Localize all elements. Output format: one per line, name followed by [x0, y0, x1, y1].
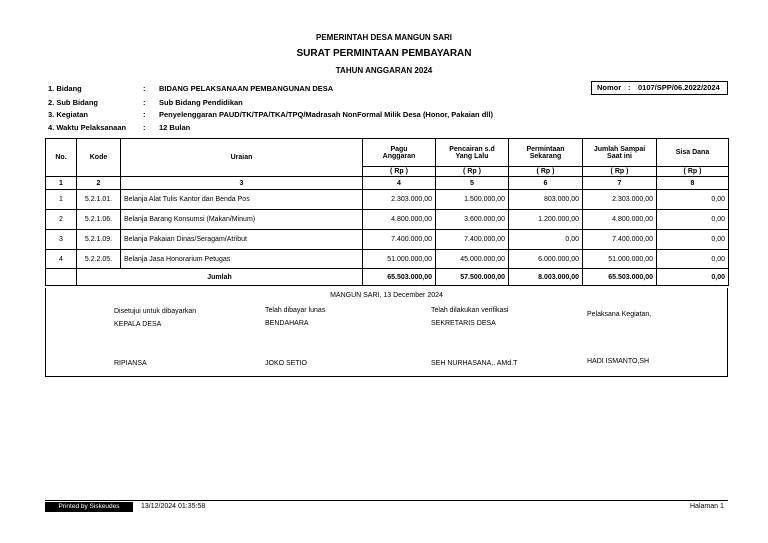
cell-pencairan: 7.400.000,00 [436, 230, 509, 250]
cell-sisa: 0,00 [657, 190, 729, 210]
cell-sisa: 0,00 [657, 250, 729, 269]
cell-pencairan: 45.000.000,00 [436, 250, 509, 269]
exec-name: HADI ISMANTO,SH [587, 358, 650, 365]
column-number: 7 [583, 177, 657, 190]
approve-caption: Disetujui untuk dibayarkan [114, 308, 197, 315]
cell-permintaan: 0,00 [509, 230, 583, 250]
cell-jumlah: 2.303.000,00 [583, 190, 657, 210]
column-number: 1 [46, 177, 77, 190]
col-header-sisa: Sisa Dana [657, 139, 729, 167]
cell-no: 2 [46, 210, 77, 230]
cell-no: 1 [46, 190, 77, 210]
cell-pagu: 2.303.000,00 [363, 190, 436, 210]
col-header-pagu-line2: Anggaran [382, 152, 416, 160]
column-number: 5 [436, 177, 509, 190]
info-label-bidang: 1. Bidang [48, 84, 82, 93]
nomor-separator: : [628, 83, 631, 92]
cell-kode: 5.2.1.06. [77, 210, 121, 230]
fiscal-year: TAHUN ANGGARAN 2024 [335, 66, 433, 75]
col-header-jumlah-line2: Saat ini [607, 152, 632, 160]
footer-divider [45, 500, 728, 501]
column-number: 4 [363, 177, 436, 190]
table-row [46, 190, 729, 210]
info-colon: : [143, 84, 146, 93]
cell-uraian: Belanja Pakaian Dinas/Seragam/Atribut [121, 230, 363, 250]
total-row [46, 269, 729, 286]
cell-sisa: 0,00 [657, 210, 729, 230]
info-colon: : [143, 110, 146, 119]
cell-permintaan: 1.200.000,00 [509, 210, 583, 230]
total-pagu: 65.503.000,00 [363, 269, 436, 286]
table-row [46, 210, 729, 230]
info-label-waktu: 4. Waktu Pelaksanaan [48, 123, 127, 132]
cell-jumlah: 51.000.000,00 [583, 250, 657, 269]
cell-permintaan: 803.000,00 [509, 190, 583, 210]
nomor-label: Nomor [597, 83, 622, 92]
cell-jumlah: 7.400.000,00 [583, 230, 657, 250]
printed-by-badge: Printed by Siskeudes [45, 502, 133, 512]
place-date: MANGUN SARI, 13 December 2024 [330, 292, 443, 299]
column-number: 3 [121, 177, 363, 190]
total-jumlah: 65.503.000,00 [583, 269, 657, 286]
document-title: SURAT PERMINTAAN PEMBAYARAN [296, 48, 472, 59]
table-row [46, 230, 729, 250]
column-number-row [46, 177, 729, 190]
cell-no: 3 [46, 230, 77, 250]
total-pencairan: 57.500.000,00 [436, 269, 509, 286]
table-header-row [46, 139, 729, 167]
approve-name: RIPIANSA [114, 360, 147, 367]
cell-kode: 5.2.2.05. [77, 250, 121, 269]
page-number: Halaman 1 [690, 503, 724, 510]
cell-pagu: 4.800.000,00 [363, 210, 436, 230]
col-header-no: No. [46, 139, 77, 177]
verif-name: SEH NURHASANA,. AMd.T [431, 360, 518, 367]
unit-label: ( Rp ) [583, 167, 657, 177]
exec-role: Pelaksana Kegiatan, [587, 311, 652, 318]
paid-name: JOKO SETIO [265, 360, 308, 367]
cell-pagu: 51.000.000,00 [363, 250, 436, 269]
cell-kode: 5.2.1.01. [77, 190, 121, 210]
info-value-waktu: 12 Bulan [159, 123, 191, 132]
unit-label: ( Rp ) [657, 167, 729, 177]
cell-no: 4 [46, 250, 77, 269]
signature-box [45, 288, 728, 377]
nomor-box [591, 81, 728, 95]
col-header-permintaan-line1: Permintaan [526, 145, 565, 153]
approve-role: KEPALA DESA [114, 321, 162, 328]
col-header-pencairan-line2: Yang Lalu [455, 152, 489, 160]
total-empty-cell [46, 269, 77, 286]
unit-label: ( Rp ) [509, 167, 583, 177]
col-header-pencairan-line1: Pencairan s.d [449, 145, 495, 153]
col-header-jumlah [583, 139, 657, 167]
col-header-pencairan [436, 139, 509, 167]
unit-label: ( Rp ) [436, 167, 509, 177]
cell-pencairan: 1.500.000,00 [436, 190, 509, 210]
cell-kode: 5.2.1.09. [77, 230, 121, 250]
paid-role: BENDAHARA [265, 320, 309, 327]
table-row [46, 250, 729, 269]
cell-jumlah: 4.800.000,00 [583, 210, 657, 230]
total-sisa: 0,00 [657, 269, 729, 286]
cell-uraian: Belanja Alat Tulis Kantor dan Benda Pos [121, 190, 363, 210]
info-value-bidang: BIDANG PELAKSANAAN PEMBANGUNAN DESA [159, 84, 334, 93]
cell-pencairan: 3.600.000,00 [436, 210, 509, 230]
col-header-pagu-line1: Pagu [390, 145, 408, 153]
col-header-kode: Kode [77, 139, 121, 177]
col-header-pagu [363, 139, 436, 167]
info-value-sub-bidang: Sub Bidang Pendidikan [159, 98, 243, 107]
verif-caption: Telah dilakukan verifikasi [431, 307, 509, 314]
payment-table [45, 138, 729, 286]
cell-permintaan: 6.000.000,00 [509, 250, 583, 269]
cell-uraian: Belanja Barang Konsumsi (Makan/Minum) [121, 210, 363, 230]
cell-uraian: Belanja Jasa Honorarium Petugas [121, 250, 363, 269]
unit-label: ( Rp ) [363, 167, 436, 177]
cell-sisa: 0,00 [657, 230, 729, 250]
col-header-uraian: Uraian [121, 139, 363, 177]
info-label-kegiatan: 3. Kegiatan [48, 110, 89, 119]
total-permintaan: 8.003.000,00 [509, 269, 583, 286]
column-number: 8 [657, 177, 729, 190]
nomor-value: 0107/SPP/06.2022/2024 [638, 83, 720, 92]
total-label: Jumlah [77, 269, 363, 286]
column-number: 6 [509, 177, 583, 190]
paid-caption: Telah dibayar lunas [265, 307, 326, 314]
info-value-kegiatan: Penyelenggaran PAUD/TK/TPA/TKA/TPQ/Madrasah NonFormal Milik Desa (Honor, Pakaian dll) [159, 110, 493, 119]
info-colon: : [143, 123, 146, 132]
verif-role: SEKRETARIS DESA [431, 320, 496, 327]
col-header-permintaan [509, 139, 583, 167]
info-colon: : [143, 98, 146, 107]
info-label-sub-bidang: 2. Sub Bidang [48, 98, 99, 107]
print-timestamp: 13/12/2024 01:35:58 [141, 503, 206, 510]
col-header-jumlah-line1: Jumlah Sampai [593, 145, 646, 153]
cell-pagu: 7.400.000,00 [363, 230, 436, 250]
column-number: 2 [77, 177, 121, 190]
col-header-permintaan-line2: Sekarang [529, 152, 562, 160]
header-government: PEMERINTAH DESA MANGUN SARI [315, 33, 452, 42]
